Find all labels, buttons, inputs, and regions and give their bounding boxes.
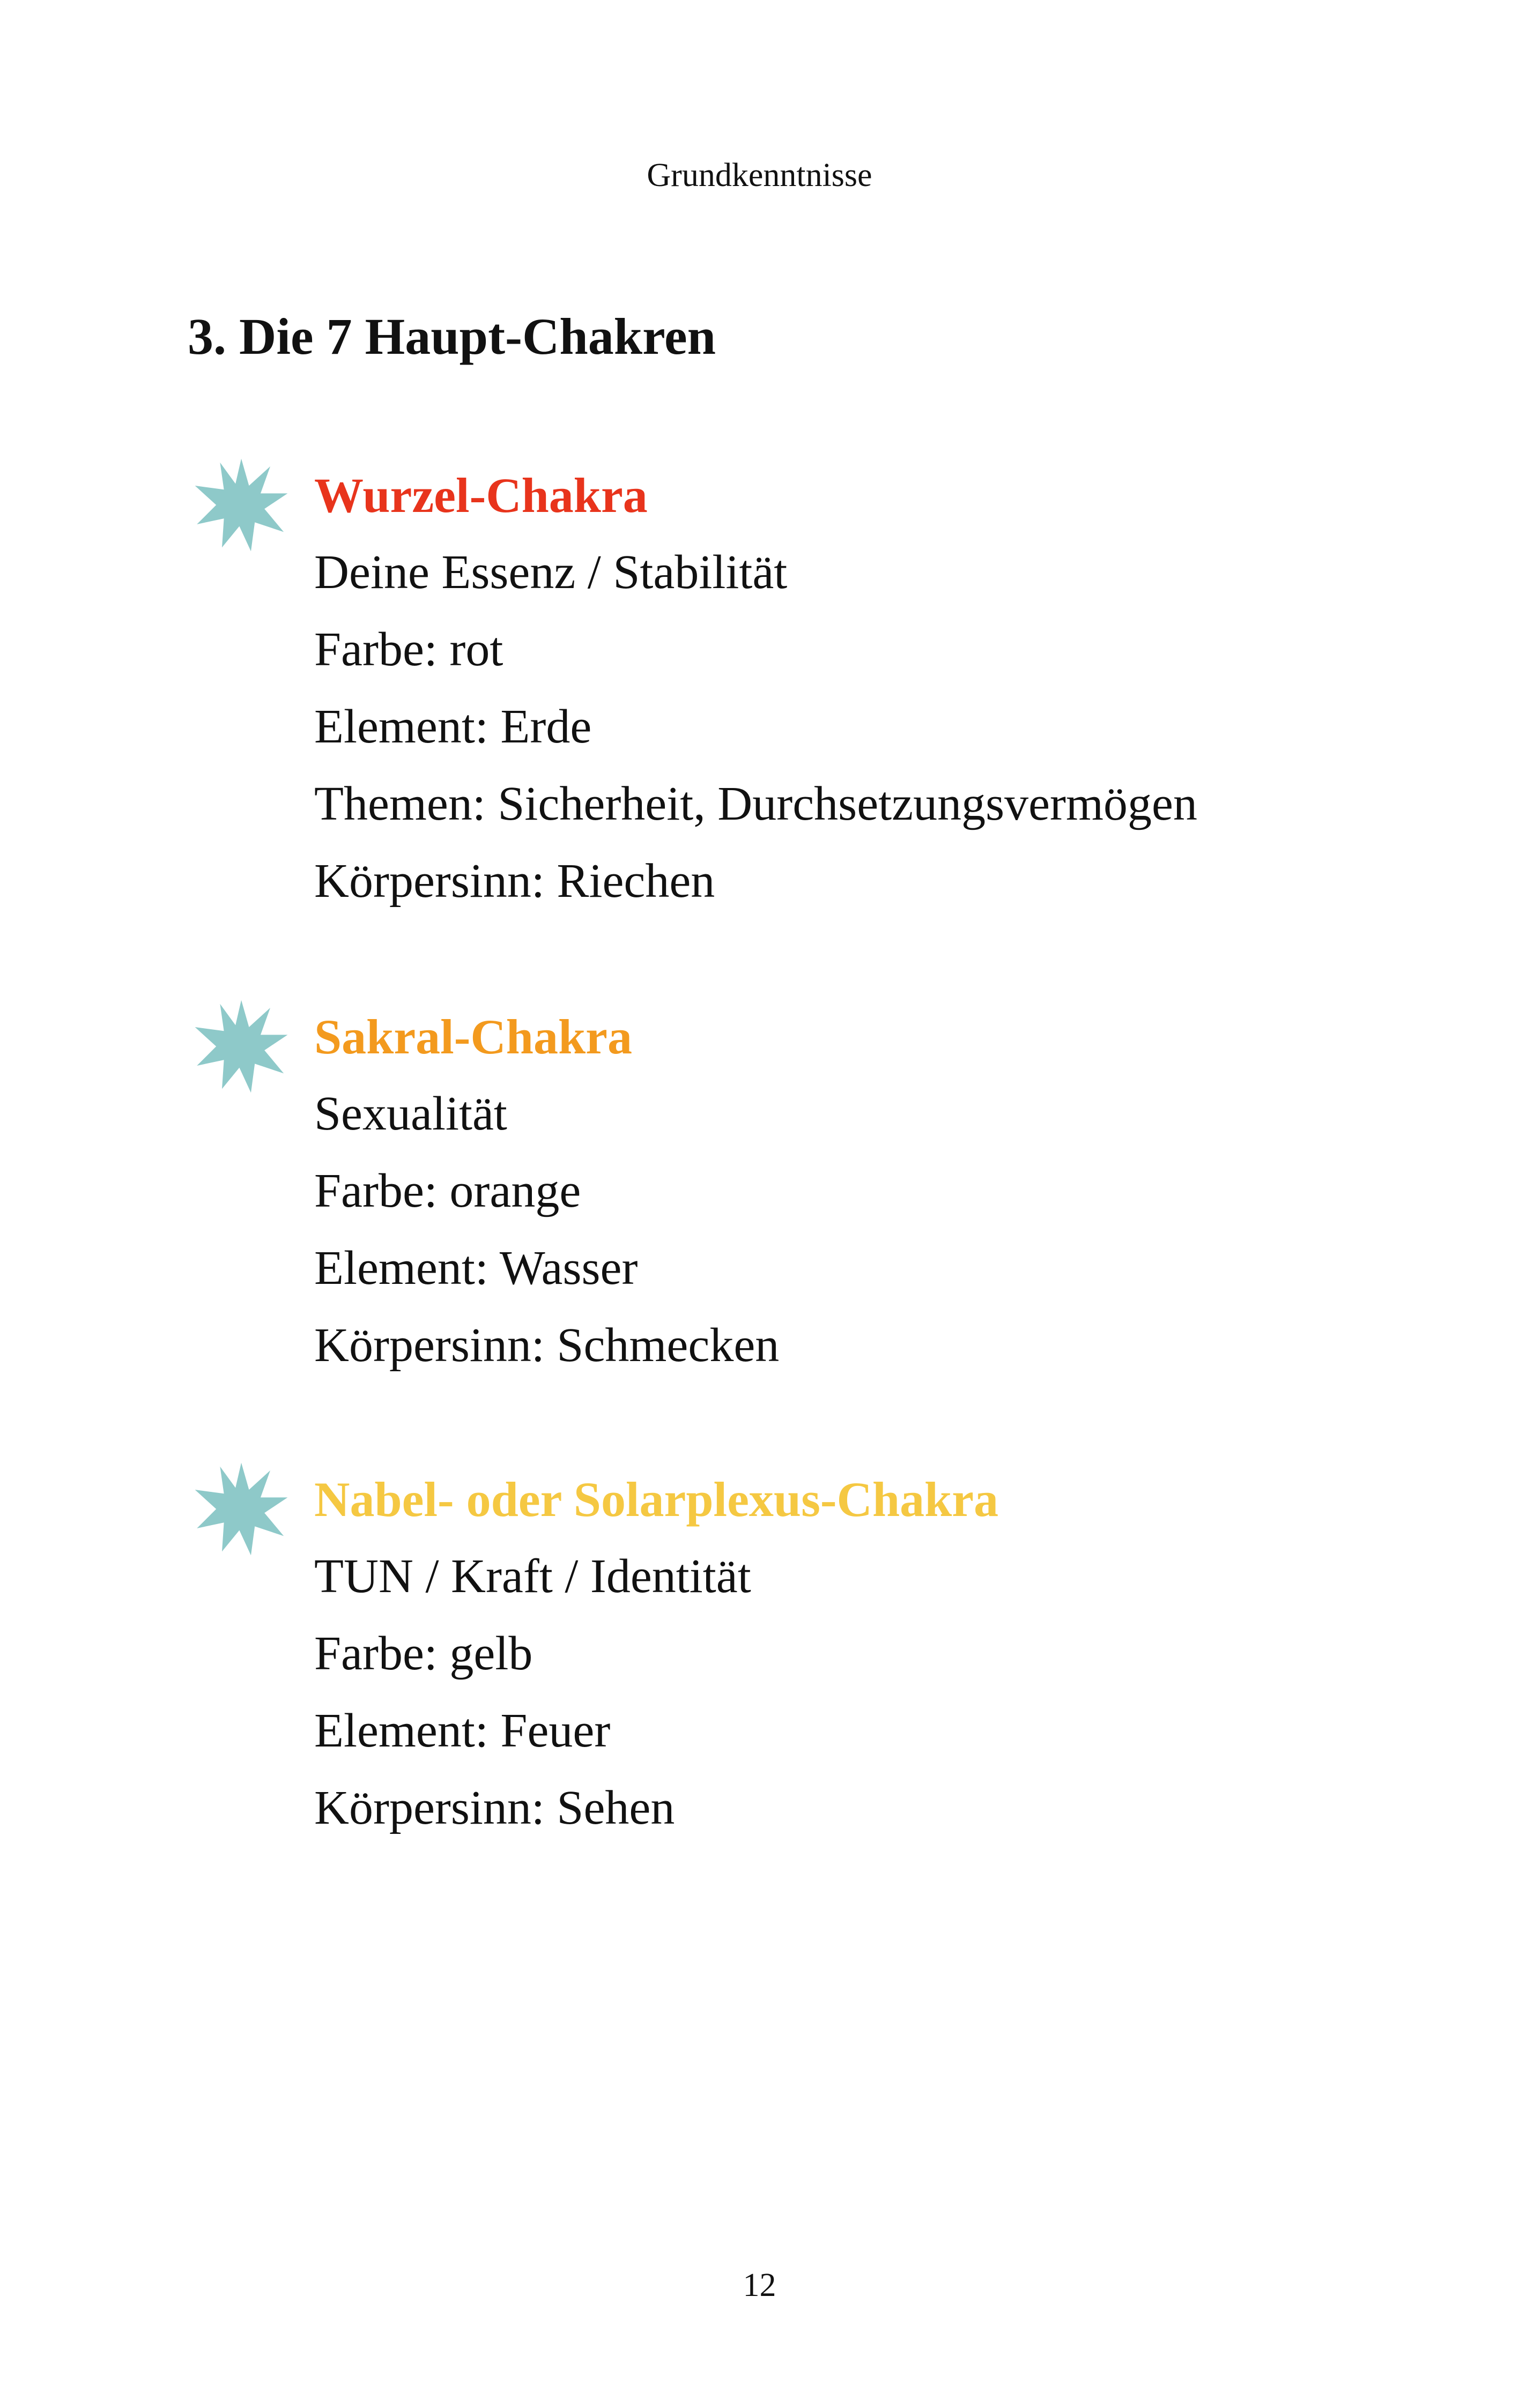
- chakra-name: Nabel- oder Solarplexus-Chakra: [314, 1472, 999, 1527]
- chakra-line: Deine Essenz / Stabilität: [314, 546, 788, 599]
- section-title: 3. Die 7 Haupt-Chakren: [188, 308, 716, 365]
- chakra-line: Körpersinn: Schmecken: [314, 1319, 780, 1372]
- chakra-line: Element: Erde: [314, 700, 592, 753]
- chakra-line: Themen: Sicherheit, Durchsetzungsvermögen: [314, 777, 1197, 830]
- page-number: 12: [743, 2267, 776, 2303]
- chakra-line: Element: Feuer: [314, 1704, 611, 1757]
- star-burst-icon: [193, 998, 290, 1095]
- star-burst-icon: [193, 1461, 290, 1557]
- chakra-line: Körpersinn: Riechen: [314, 854, 715, 908]
- chakra-line: Element: Wasser: [314, 1242, 638, 1295]
- chakra-name: Sakral-Chakra: [314, 1009, 632, 1064]
- chakra-line: Farbe: rot: [314, 623, 503, 676]
- chakra-name: Wurzel-Chakra: [314, 468, 648, 523]
- chakra-line: TUN / Kraft / Identität: [314, 1550, 751, 1603]
- star-burst-icon: [193, 457, 290, 553]
- chakra-line: Körpersinn: Sehen: [314, 1781, 675, 1834]
- chakra-line: Farbe: gelb: [314, 1627, 533, 1680]
- chakra-line: Sexualität: [314, 1087, 507, 1140]
- chakra-line: Farbe: orange: [314, 1164, 581, 1217]
- running-head: Grundkenntnisse: [647, 157, 872, 194]
